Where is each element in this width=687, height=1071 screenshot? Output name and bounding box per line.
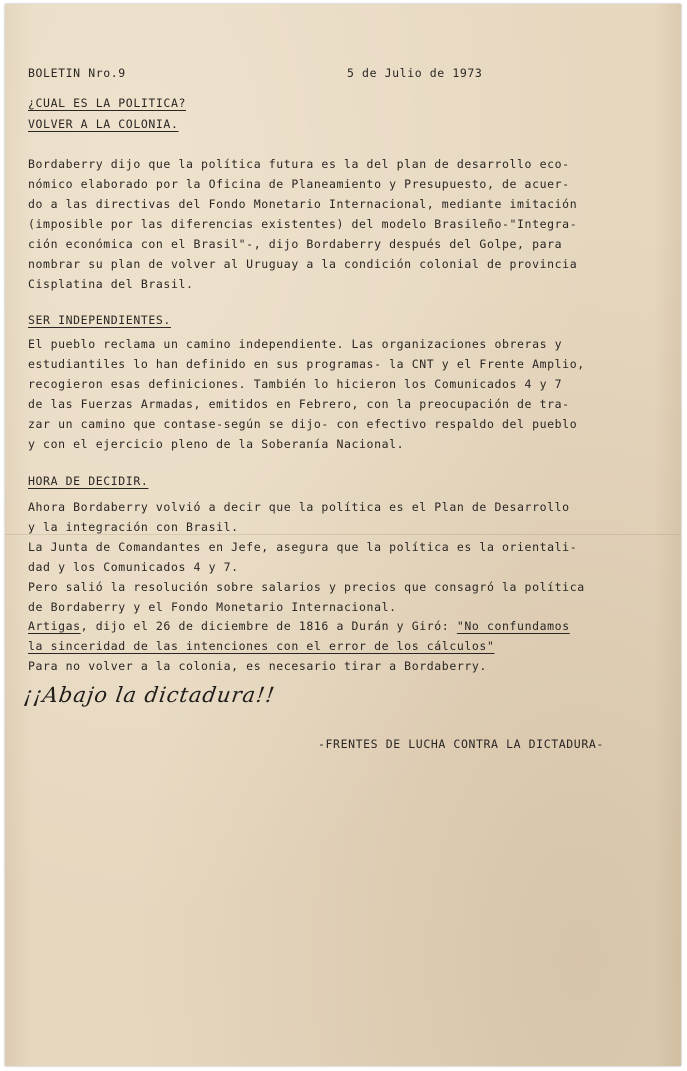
section-3-line: de Bordaberry y el Fondo Monetario Internacional. <box>28 600 397 614</box>
section-1-line: nómico elaborado por la Oficina de Planeamiento y Presupuesto, de acuer- <box>28 177 570 191</box>
section-1-line: nombrar su plan de volver al Uruguay a la condición colonial de provincia <box>28 257 578 271</box>
section-3-line: dad y los Comunicados 4 y 7. <box>28 560 239 574</box>
section-1-line: (imposible por las diferencias existentes) del modelo Brasileño-"Integra- <box>28 217 578 231</box>
section-2-line: de las Fuerzas Armadas, emitidos en Febrero, con la preocupación de tra- <box>28 397 570 411</box>
section-2-line: y con el ejercicio pleno de la Soberanía Nacional. <box>28 437 405 451</box>
title-line-1: ¿CUAL ES LA POLITICA? <box>28 96 186 110</box>
closing-line: Para no volver a la colonia, es necesario tirar a Bordaberry. <box>28 659 487 673</box>
bulletin-date: 5 de Julio de 1973 <box>347 66 483 80</box>
title-line-2: VOLVER A LA COLONIA. <box>28 117 179 131</box>
section-1-line: do a las directivas del Fondo Monetario Internacional, mediante imitación <box>28 197 578 211</box>
section-3-heading: HORA DE DECIDIR. <box>28 474 149 488</box>
section-2-line: zar un camino que contase-según se dijo- con efectivo respaldo del pueblo <box>28 417 578 431</box>
section-3-line: y la integración con Brasil. <box>28 520 239 534</box>
artigas-quote-start: "No confundamos <box>456 619 570 633</box>
artigas-quote-line-2: la sinceridad de las intenciones con el error de los cálculos" <box>28 639 495 653</box>
section-1-line: ción económica con el Brasil"-, dijo Bordaberry después del Golpe, para <box>28 237 563 251</box>
section-3-line: Ahora Bordaberry volvió a decir que la política es el Plan de Desarrollo <box>28 500 570 514</box>
artigas-quote-line-1 <box>28 616 570 637</box>
section-2-line: El pueblo reclama un camino independiente. Las organizaciones obreras y <box>28 337 563 351</box>
bulletin-number: BOLETIN Nro.9 <box>28 66 126 80</box>
section-2-line: recogieron esas definiciones. También lo hicieron los Comunicados 4 y 7 <box>28 377 563 391</box>
section-2-heading: SER INDEPENDIENTES. <box>28 313 171 327</box>
section-2-line: estudiantiles lo han definido en sus programas- la CNT y el Frente Amplio, <box>28 357 585 371</box>
section-1-line: Bordaberry dijo que la política futura es la del plan de desarrollo eco- <box>28 157 570 171</box>
handwritten-slogan: ¡¡Abajo la dictadura!! <box>22 683 277 707</box>
section-3-line: La Junta de Comandantes en Jefe, asegura que la política es la orientali- <box>28 540 578 554</box>
section-1-line: Cisplatina del Brasil. <box>28 277 194 291</box>
section-3-line: Pero salió la resolución sobre salarios y precios que consagró la política <box>28 580 585 594</box>
artigas-attribution: , dijo el 26 de diciembre de 1816 a Durán y Giró: <box>80 619 457 633</box>
artigas-name: Artigas <box>28 619 81 633</box>
signature: -FRENTES DE LUCHA CONTRA LA DICTADURA- <box>318 737 604 751</box>
